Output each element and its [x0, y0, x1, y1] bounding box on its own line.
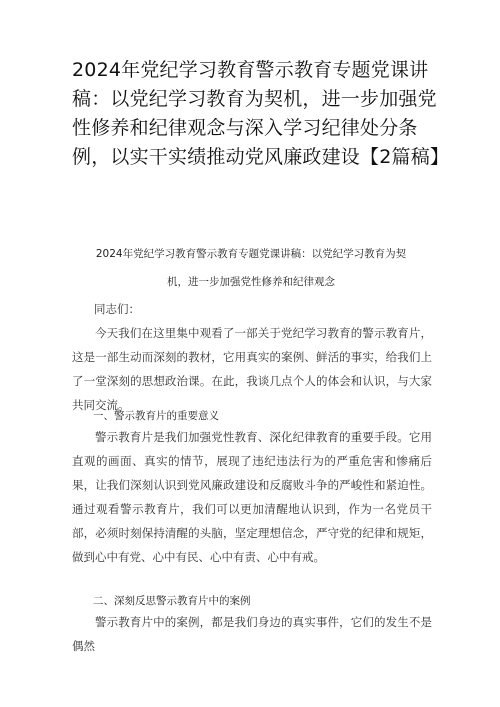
- section-1-heading: 一、警示教育片的重要意义: [93, 410, 219, 422]
- intro-paragraph: 今天我们在这里集中观看了一部关于党纪学习教育的警示教育片，这是一部生动而深刻的教材，它用真实的案例、鲜活的事实，给我们上了一堂深刻的思想政治课。在此，我谈几点个人的体会和认识，与大家共同交流。: [72, 326, 432, 412]
- section-2-heading: 二、深刻反思警示教育片中的案例: [93, 595, 251, 607]
- greeting: 同志们：: [94, 302, 140, 316]
- document-title: 2024年党纪学习教育警示教育专题党课讲稿：以党纪学习教育为契机，进一步加强党性修养和纪律观念与深入学习纪律处分条例，以实干实绩推动党风廉政建设【2篇稿】: [72, 59, 450, 168]
- article-heading-line-1: 2024年党纪学习教育警示教育专题党课讲稿：以党纪学习教育为契: [95, 248, 407, 260]
- section-1-paragraph: 警示教育片是我们加强党性教育、深化纪律教育的重要手段。它用直观的画面、真实的情节，展现了违纪违法行为的严重危害和惨痛后果，让我们深刻认识到党风廉政建设和反腐败斗争的严峻性和紧迫性。通过观看警示教育片，我们可以更加清醒地认识到，作为一名党员干部，必须时刻保持清醒的头脑，坚定理想信念，严守党的纪律和规矩，做到心中有党、心中有民、心中有责、心中有戒。: [72, 430, 432, 564]
- section-2-paragraph: 警示教育片中的案例，都是我们身边的真实事件，它们的发生不是偶然: [72, 615, 432, 653]
- article-heading-line-2: 机，进一步加强党性修养和纪律观念: [167, 276, 335, 288]
